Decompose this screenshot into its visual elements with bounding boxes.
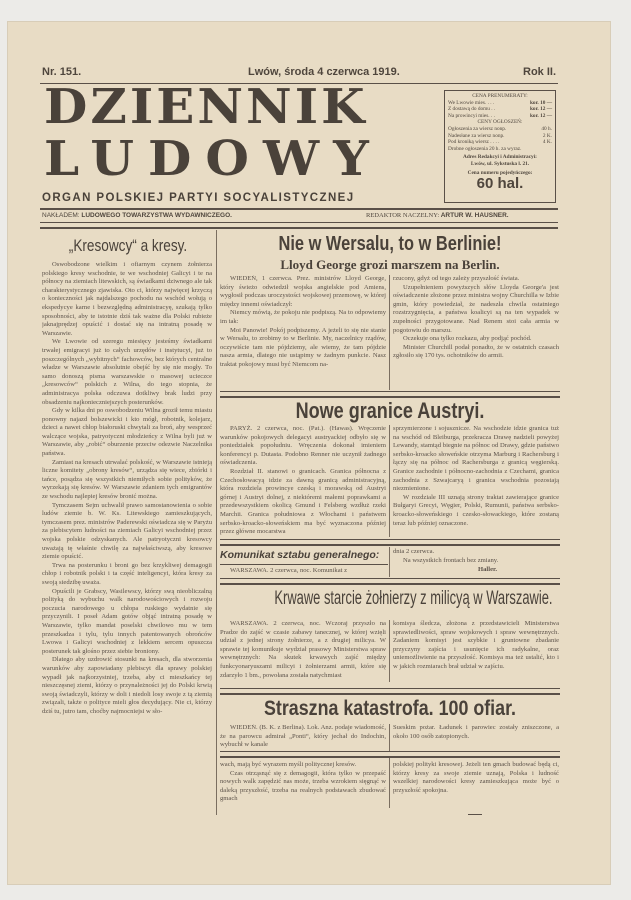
paragraph: WARSZAWA. 2 czerwca, noc. Wczoraj przyszło na Pradze do zajść w czasie zabawy tanecznej, w której wzięli udział z jednej strony żołnierze, a z drugiej milicya. W sprawie tej komunikuje wydział prasowy Ministerstwa spraw wewnętrznych: Na skutek krwawych zajść między funkcyonaryuszami milicyi i żołnierzami armii, które się zdarzyło 1 bm., powołana została natychmiast bbox=[220, 620, 386, 679]
paragraph: Moi Panowie! Pokój podpiszemy. A jeżeli to się nie stanie w Wersalu, to zrobimy to w Berlinie. My, naczelnicy rządów, oczywiście tam nie pójdziemy, ale wiemy, że tam pójdzie nasza armia, dlatego nie ustąpimy w żadnym punkcie. Nasz traktat pokojowy musi być Niemcom na- bbox=[220, 326, 386, 368]
paragraph: WIEDEŃ, 1 czerwca. Prez. ministrów Lloyd George, który świeżo odwiedził wojska angielskie pod Amiens, wygłosił podczas uroczystości wojskowej przemowę, w której między innemi oświadczył: bbox=[220, 275, 386, 308]
article-body-col2 bbox=[393, 724, 559, 751]
paragraph: PARYŻ. 2 czerwca, noc. (Pat.). (Hawas). Wręczenie warunków pokojowych delegacyi austryackiej odbyło się w poniedziałek popołudniu. Wręczenia dokonał imieniem konferencyi p. Dutasta. Podobno Renner nie uczynił żadnego oświadczenia. bbox=[220, 425, 386, 467]
paragraph: Oczekuje ona tylko rozkazu, aby podjąć pochód. bbox=[403, 335, 532, 343]
column-divider bbox=[389, 724, 390, 751]
divider bbox=[220, 391, 560, 398]
column-divider bbox=[389, 425, 390, 537]
paragraph: Sueskim pożar. Ładunek i parowiec zostały zniszczone, a około 100 osób zatopionych. bbox=[393, 724, 559, 740]
price-label: Na prowincyi mies. . . bbox=[448, 112, 495, 119]
headline-catastrophe: Straszna katastrofa. 100 ofiar. bbox=[263, 697, 516, 720]
article-title: „Kresowcy“ a kresy. bbox=[68, 236, 188, 255]
publisher-label: NAKŁADEM: bbox=[42, 212, 80, 219]
column-divider bbox=[389, 275, 390, 390]
article-body-col1 bbox=[220, 620, 386, 682]
communique-text: Na wszystkich frontach bez zmiany. bbox=[403, 557, 499, 564]
headline-warsaw: Krwawe starcie żołnierzy z milicyą w Warszawie. bbox=[274, 588, 553, 609]
article-continuation-col2 bbox=[393, 761, 559, 806]
paragraph: We Lwowie od szeregu miesięcy jesteśmy świadkami trwałej emigracyi już to całych urzędów i instytucyi, już to poszczególnych „wybitnych“ fachowców, bez których centralne władze w Warszawie absolutnie obejść by się nie mogły. To samo donoszą pisma warszawskie o masowej ucieczce „kresowców“ polskich z Wilna, do tego stopnia, że administracya polska odczuwa dotkliwy brak ludzi przy obsadzeniu najkonieczniejszych posterunków. bbox=[42, 338, 212, 406]
subscription-title: CENA PRENUMERATY: bbox=[472, 93, 528, 99]
divider bbox=[220, 564, 388, 565]
communique-title: Komunikat sztabu generalnego: bbox=[220, 549, 380, 561]
paragraph: wach, mają być wyrazem myśli politycznej kresów. bbox=[220, 761, 357, 768]
divider bbox=[220, 751, 560, 758]
ad-price: 4 K. bbox=[542, 139, 552, 146]
price-box bbox=[444, 90, 556, 203]
price-label: We Lwowie mies. . . . bbox=[448, 99, 495, 106]
column-divider bbox=[216, 230, 217, 815]
headline-austria: Nowe granice Austryi. bbox=[295, 398, 485, 423]
communique-signature: Haller. bbox=[478, 566, 497, 573]
divider bbox=[220, 578, 560, 585]
paragraph: sprzymierzone i sojusznicze. Na wschodzie idzie granica tuż na wschód od Bleiburga, przekracza Drawę nadzieli powyżej Lewandy, stamtąd biegnie na północ od Drawy, gdzie państwo serbsko-kroacko słoweńskie otrzyma Marburg i Rachersburg i łączy się na północ od Rachersburga z granicą węgierską. Granice zachodnie i północno-zachodnia z Czechami, granica zachodnia z Szwajcaryą i granica wschodnia pozostają niezmienione. bbox=[393, 425, 559, 493]
paragraph: Minister Churchill podał ponadto, że w ostatnich czasach zgłosiło się 170 tys. ochotników do armii. bbox=[393, 343, 559, 360]
paragraph: Zamiast na kresach utrwalać polskość, w Warszawie istnieją liczne komitety „obrony kresów“, urządza się wiece, zbiórki i tańce, posądza się wszystkich niemiłych sobie polityków, że wyrzekają się kresów. W Warszawie zdaniem tych emigrantów ze wschodu najlepiej kresów bronić można. bbox=[42, 458, 212, 501]
ad-label: Ogłoszenia za wiersz nonp. bbox=[448, 125, 507, 132]
publisher: LUDOWEGO TOWARZYSTWA WYDAWNICZEGO. bbox=[81, 212, 232, 219]
paragraph: rzucony, gdyż od tego zależy przyszłość świata. bbox=[393, 275, 520, 282]
article-body-col2 bbox=[393, 425, 559, 537]
price-label: Z dostawą do domu . . bbox=[448, 106, 496, 113]
paragraph: Gdy w kilka dni po oswobodzeniu Wilna groził temu miastu ponowny najazd bolszewicki i kto mógł, robotnik, kolejarz, dzieci a nawet chłop białoruski chwytali za broń, aby wesprzeć walczące wojska, patryotyczni młodzieńcy z Wilna byli już w Warszawie, aby „robić“ oburzenie przeciw odezwie Naczelnika państwa. bbox=[42, 407, 212, 458]
ads-title: CENY OGŁOSZEŃ: bbox=[477, 119, 523, 126]
article-continuation-col1 bbox=[220, 761, 386, 806]
paragraph: Oswobodzone wielkim i ofiarnym czynem żołnierza polskiego kresy wschodnie, te we wschodniej Galicyi i te na północy na ziemiach litewskich, są świadkami dziwnego ale tak charakterystycznego zjawiska. Oto ci, którzy najwięcej krzyczą o konieczności jak najdalszego pochodu na wschód wołują o ekspedycye karne i bezwzględną administracyę, szukają tylko sposobności, aby te istotnie dziś tak ważne dla Polski rubieże jaknajprędzej opuścić i dostać się na intratną posadę w Warszawie. bbox=[42, 261, 212, 337]
paragraph: komisya śledcza, złożona z przedstawicieli Ministerstwa sprawiedliwości, spraw wojskowych i spraw wewnętrznych. Zadaniem komisyi jest szybkie i gruntowne zbadanie przyczyny zajścia i usunięcie ich radykalne, oraz uniemożliwienie na przyszłość. Komisya ma też ustalić, kto i w jakich rozmiarach brał udział w zajściu. bbox=[393, 620, 559, 670]
ad-label: Drobne ogłoszenia 20 h. za wyraz. bbox=[448, 145, 522, 152]
ad-label: Nadesłane za wiersz nonp. bbox=[448, 132, 505, 139]
article-body-col1 bbox=[220, 275, 386, 390]
price-value: kor. 10 — bbox=[529, 99, 552, 106]
ad-label: Pod kroniką wiersz . . . . bbox=[448, 139, 500, 146]
ad-price: 2 K. bbox=[542, 132, 552, 139]
paragraph: Czas otrząsnąć się z demagogii, która tylko w przepaść nowych walk zapędzić nas może, trzeba wzrokiem sięgnąć w daleką przyszłość, trzeba na realnych podstawach zbudować gmach bbox=[220, 769, 386, 803]
issue-number: Nr. 151. bbox=[42, 66, 82, 78]
masthead-title-line2: LUDOWY bbox=[44, 130, 383, 187]
editor: ARTUR W. HAUSNER. bbox=[440, 212, 509, 219]
end-mark bbox=[468, 814, 482, 815]
paragraph: Tymczasem Sejm uchwalił prawo samostanowienia o sobie ludów ziemie b. W. Ks. Litewskiego zamieszkujących, tymczasem prez. ministrów Paderewski oświadcza się w Paryżu za plebiscytem ludności na ziemiach Galicyi wschodniej przez wojska polskie odzyskanych. Ale patryotyczni kresowcy uważają tę właśnie chwilę za najwłaściwszą, aby kresowe ziemie opuścić. bbox=[42, 501, 212, 561]
paragraph: Trwa na posterunku i broni go bez krzykliwej demagogii chłop i robotnik polski i ta część inteligencyi, która kresy za swoją siedzibę uważa. bbox=[42, 561, 212, 586]
price-value: kor. 12 — bbox=[529, 112, 552, 119]
paragraph: Opuścili je Grabscy, Wasilewscy, którzy swą nieobliczalną polityką do wybuchu walk narodowościowych i rozwoju poczucia narodowego u chłopa ruskiego wydatnie się przyczynili. I poseł Adam gotów objąć intratną posadę w Warszawie, tylko mandat poselski chwilowo mu w tem przeszkadza i tylu, tylu innych patentowanych obrońców Lwowa i Galicyi wschodniej z lekkiem sercem opuszcza posterunek tak głośno przez siebie broniony. bbox=[42, 587, 212, 655]
communique-body: WARSZAWA. 2 czerwca, noc. Komunikat z bbox=[230, 567, 348, 574]
paragraph: Rozdział II. stanowi o granicach. Granica północna z Czechosłowacyą idzie za dawną granicą administracyjną, która rozdziela prowincye czeską i morawską od Austryi górnej i Austryi dolnej, z niektóremi małemi poprawkami a przedewszystkiem okolicą Gmund i Felsberg wzdłuż rzeki Marchii. Granica południowa z Włochami i państwem serbsko-kroacko-słoweńskiem ma być wyznaczona później przez główne mocarstwa bbox=[220, 467, 386, 536]
divider bbox=[40, 222, 558, 229]
article-body-col2 bbox=[393, 620, 559, 682]
masthead-subtitle: ORGAN POLSKIEJ PARTYI SOCYALISTYCZNEJ bbox=[42, 192, 355, 204]
divider bbox=[220, 688, 560, 695]
article-body-col2 bbox=[393, 275, 559, 390]
single-price-label: Cena numeru pojedyńczego: bbox=[467, 169, 533, 176]
column-divider bbox=[389, 547, 390, 577]
subheadline-berlin: Lloyd George grozi marszem na Berlin. bbox=[280, 257, 500, 272]
article-body-col1 bbox=[220, 724, 386, 751]
dateline: Lwów, środa 4 czerwca 1919. bbox=[248, 66, 400, 78]
year: Rok II. bbox=[523, 66, 557, 78]
column-divider bbox=[389, 620, 390, 682]
communique-date: dnia 2 czerwca. bbox=[393, 548, 435, 555]
ad-price: 40 h. bbox=[541, 125, 552, 132]
price-value: kor. 12 — bbox=[529, 106, 552, 113]
divider bbox=[40, 208, 558, 210]
address: Lwów, ul. Sykstuska l. 21. bbox=[470, 160, 530, 167]
paragraph: Dlatego aby uzdrowić stosunki na kresach, dla stworzenia warunków aby zapowiadany plebiscyt dla sprawy polskiej wypadł jak najkorzystniej, trzeba, aby ci mieszkańcy tej nieszczęsnej ziemi, którzy o przynależności jej do Polski krwią swoją świadczyli, którzy w doli i niedoli losy swoje z tą ziemią związali, także o polityce mieli głos decydujący. Nie ci, którzy dziś tu, jutro tam, choćby najmocniejsi w sło- bbox=[42, 656, 212, 715]
single-price: 60 hal. bbox=[476, 175, 524, 193]
masthead-title-line1: DZIENNIK bbox=[44, 78, 368, 135]
editor-label: REDAKTOR NACZELNY: bbox=[366, 212, 440, 219]
article-body-col1 bbox=[220, 425, 386, 537]
article-body-kresowcy bbox=[42, 261, 212, 806]
paragraph: W rozdziale III uznają strony traktat zawierające granice Bułgaryi Grecyi, Węgier, Polski, Rumunii, państwa serbsko-kroacko-słoweńskiego i czesko-słowackiego, które zostaną teraz lub później oznaczone. bbox=[393, 493, 559, 527]
paragraph: polskiej polityki kresowej. Jeżeli ten gmach budować będą ci, którzy kresy za swoje ziemie uznają, Polska i ludność wszelkiej narodowości kresy zamieszkująca może być o przyszłość spokojna. bbox=[393, 761, 559, 794]
address-title: Adres Redakcyi i Administracyi: bbox=[463, 154, 537, 161]
paragraph: Niemcy mówią, że pokoju nie podpiszą. Na to odpowiemy im tak: bbox=[220, 309, 386, 325]
paragraph: WIEDEŃ. (B. K. z Berlina). Lok. Anz. podaje wiadomość, że na parowcu admirał „Ponti“, który jechał do Indochin, wybuchł w kanale bbox=[220, 724, 386, 749]
headline-berlin: Nie w Wersalu, to w Berlinie! bbox=[278, 233, 502, 255]
paragraph: Uzupełnieniem powyższych słów Lloyda George'a jest oświadczenie złożone przez ministra wojny Churchilla w Izbie gmin, który powiedział, że nadeszła chwila ostatniego rozstrzygnięcia, a państwa koalicyi są na ten wypadek w zupełności przygotowane. Nad Renem stoi cała armia w pogotowiu do marszu. bbox=[393, 283, 559, 334]
divider bbox=[220, 539, 560, 546]
column-divider bbox=[389, 758, 390, 808]
